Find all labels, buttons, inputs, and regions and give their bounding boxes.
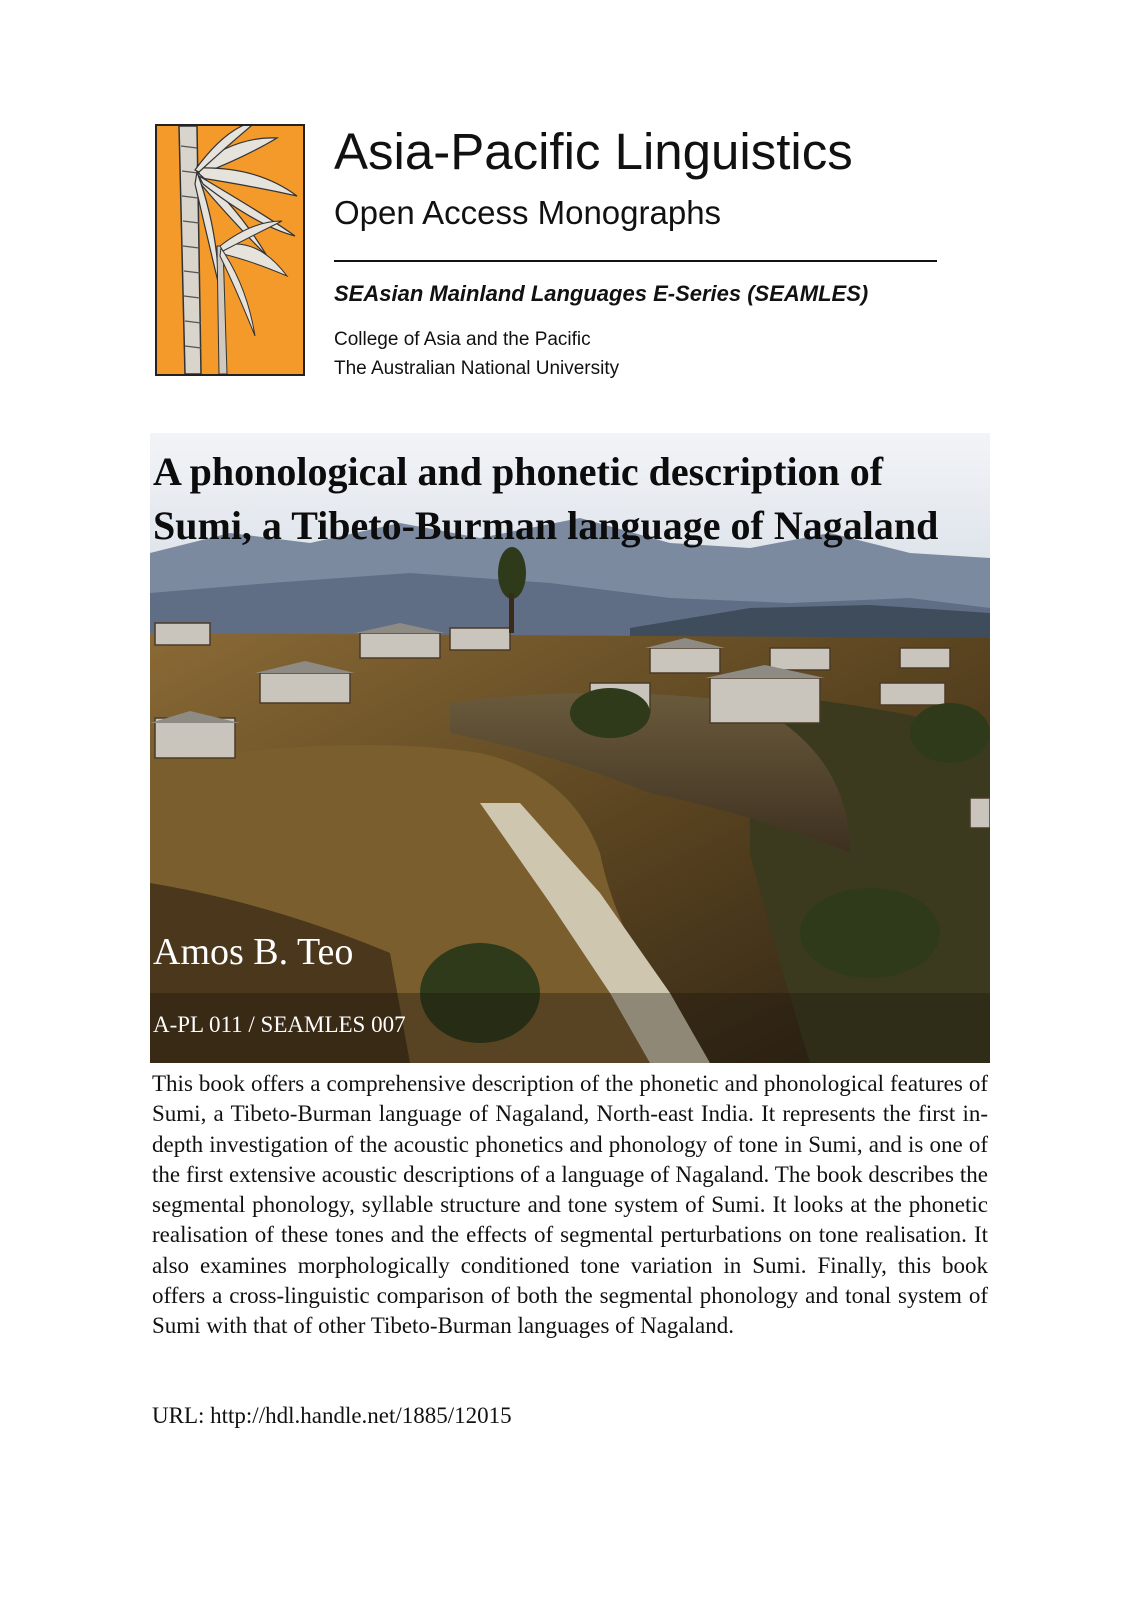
palm-tree-icon [157, 126, 303, 374]
palm-tree-logo [155, 124, 305, 376]
series-subtitle: Open Access Monographs [334, 194, 722, 231]
author-name: Amos B. Teo [153, 931, 354, 973]
institution-college: College of Asia and the Pacific [334, 329, 591, 350]
abstract: This book offers a comprehensive description of the phonetic and phonological features of Sumi, a Tibeto-Burman language of Nagaland, North-east India. It represents the first in-depth investigation of the acoustic phonetics and phonology of tone in Sumi, and is one of the first extensive acoustic descriptions of a language of Nagaland. The book describes the segmental phonology, syllable structure and tone system of Sumi. It looks at the phonetic realisation of these tones and the effects of segmental perturbations on tone realisation. It also examines morphologically conditioned tone variation in Sumi. Finally, this book offers a cross-linguistic comparison of both the segmental phonology and tonal system of Sumi with that of other Tibeto-Burman languages of Nagaland. [152, 1071, 988, 1339]
series-title: Asia-Pacific Linguistics [334, 123, 853, 180]
eseries-name: SEAsian Mainland Languages E-Series (SEAMLES) [334, 281, 869, 306]
institution-university: The Australian National University [334, 358, 620, 379]
book-title: A phonological and phonetic description of Sumi, a Tibeto-Burman language of Nagaland [153, 449, 939, 548]
header-divider [334, 260, 937, 262]
series-code: A-PL 011 / SEAMLES 007 [153, 1012, 406, 1037]
handle-url: URL: http://hdl.handle.net/1885/12015 [152, 1403, 512, 1428]
cover-image [150, 433, 990, 1063]
